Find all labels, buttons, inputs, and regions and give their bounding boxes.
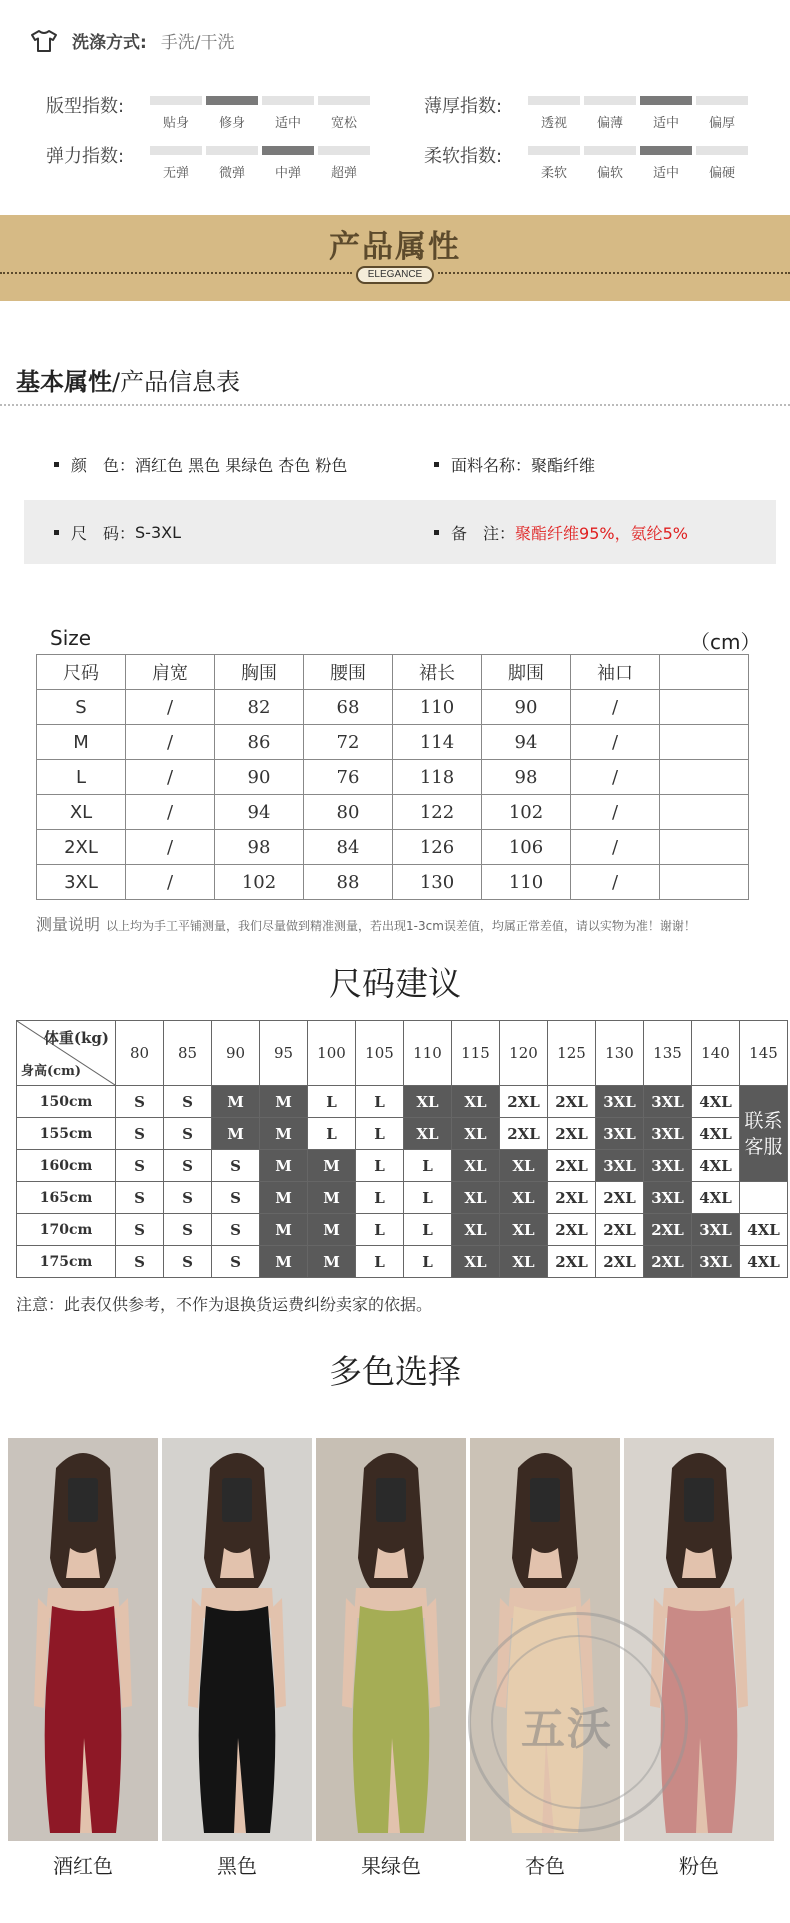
index-option xyxy=(528,90,580,131)
index-option xyxy=(640,140,692,181)
index-option xyxy=(150,140,202,181)
color-caption: 黑色 xyxy=(217,1854,257,1878)
size-cell: 4XL xyxy=(740,1246,788,1278)
size-cell: 3XL xyxy=(692,1214,740,1246)
table-cell: 2XL xyxy=(37,830,126,865)
caution-note: 注意：此表仅供参考，不作为退换货运费纠纷卖家的依据。 xyxy=(16,1295,433,1314)
banner-divider-right xyxy=(438,272,790,274)
size-cell: XL xyxy=(500,1246,548,1278)
column-header: 裙长 xyxy=(393,655,482,690)
measurement-note: 测量说明 以上均为手工平铺测量，我们尽量做到精准测量，若出现1-3cm误差值，均属正常差值，请以实物为准！谢谢！ xyxy=(36,915,696,934)
index-option-label: 偏薄 xyxy=(596,116,623,131)
size-cell: 3XL xyxy=(692,1246,740,1278)
index-option xyxy=(150,90,202,131)
index-option-label: 偏厚 xyxy=(708,116,735,131)
size-cell: 4XL xyxy=(692,1182,740,1214)
size-cell xyxy=(740,1182,788,1214)
table-row xyxy=(17,1182,788,1214)
size-cell: M xyxy=(308,1246,356,1278)
size-cell: 2XL xyxy=(500,1086,548,1118)
size-cell: L xyxy=(308,1086,356,1118)
size-table-title: Size xyxy=(50,626,92,650)
size-cell: M xyxy=(212,1086,260,1118)
index-bar xyxy=(640,96,692,105)
index-option-label: 柔软 xyxy=(540,166,567,181)
size-cell: XL xyxy=(500,1150,548,1182)
column-header: 肩宽 xyxy=(126,655,215,690)
table-cell: 94 xyxy=(215,795,304,830)
table-cell xyxy=(660,830,749,865)
table-cell: S xyxy=(37,690,126,725)
index-option xyxy=(696,140,748,181)
index-option xyxy=(262,140,314,181)
size-cell: S xyxy=(116,1214,164,1246)
column-header: 袖口 xyxy=(571,655,660,690)
weight-header: 140 xyxy=(692,1021,740,1086)
table-cell xyxy=(660,725,749,760)
corner-cell: 体重(kg) 身高(cm) xyxy=(17,1021,116,1086)
attribute-row xyxy=(24,500,776,564)
size-cell: S xyxy=(116,1182,164,1214)
size-cell: M xyxy=(260,1150,308,1182)
index-option xyxy=(318,140,370,181)
bullet-icon xyxy=(434,462,439,467)
table-cell: 94 xyxy=(482,725,571,760)
height-label: 150cm xyxy=(17,1086,116,1118)
color-caption: 粉色 xyxy=(679,1854,719,1878)
table-cell: / xyxy=(571,830,660,865)
index-bar xyxy=(206,146,258,155)
color-caption: 酒红色 xyxy=(53,1854,113,1878)
size-cell: L xyxy=(404,1150,452,1182)
remark-attribute: 备 注： 聚酯纤维95%，氨纶5% xyxy=(434,500,688,564)
table-cell: / xyxy=(126,865,215,900)
column-header: 尺码 xyxy=(37,655,126,690)
index-label: 薄厚指数: xyxy=(424,96,503,117)
size-cell: 2XL xyxy=(548,1118,596,1150)
table-cell: XL xyxy=(37,795,126,830)
size-cell: 2XL xyxy=(596,1182,644,1214)
index-bar xyxy=(584,146,636,155)
index-bar xyxy=(262,146,314,155)
elasticity-index xyxy=(46,140,370,181)
size-cell: XL xyxy=(452,1182,500,1214)
table-cell: / xyxy=(571,795,660,830)
table-cell: 68 xyxy=(304,690,393,725)
table-cell: 106 xyxy=(482,830,571,865)
index-label: 版型指数: xyxy=(46,96,125,117)
weight-header: 145 xyxy=(740,1021,788,1086)
heading-divider xyxy=(0,404,790,406)
size-cell: S xyxy=(164,1182,212,1214)
table-row xyxy=(37,690,749,725)
index-bar xyxy=(150,96,202,105)
index-option-label: 偏软 xyxy=(596,166,623,181)
column-header xyxy=(660,655,749,690)
size-cell: 2XL xyxy=(596,1214,644,1246)
index-bar xyxy=(318,146,370,155)
size-attribute: 尺 码： S-3XL xyxy=(54,500,181,564)
size-cell: S xyxy=(164,1150,212,1182)
size-cell: S xyxy=(212,1246,260,1278)
weight-header: 130 xyxy=(596,1021,644,1086)
softness-index xyxy=(424,140,748,181)
weight-header: 125 xyxy=(548,1021,596,1086)
index-option-label: 贴身 xyxy=(162,116,189,131)
color-caption: 果绿色 xyxy=(361,1854,421,1878)
recommendation-header xyxy=(17,1021,788,1086)
size-cell: 3XL xyxy=(644,1182,692,1214)
wash-value: 手洗/干洗 xyxy=(160,33,235,53)
index-option-label: 适中 xyxy=(274,116,301,131)
size-cell: M xyxy=(308,1150,356,1182)
size-cell: L xyxy=(356,1150,404,1182)
fabric-attribute: 面料名称： 聚酯纤维 xyxy=(434,432,595,496)
table-cell: 110 xyxy=(482,865,571,900)
size-cell: XL xyxy=(500,1182,548,1214)
table-cell: 82 xyxy=(215,690,304,725)
column-header: 脚围 xyxy=(482,655,571,690)
index-option xyxy=(528,140,580,181)
index-option-label: 无弹 xyxy=(162,166,189,181)
size-cell: 4XL xyxy=(692,1150,740,1182)
fit-index xyxy=(46,90,370,131)
table-cell: 88 xyxy=(304,865,393,900)
table-cell: 130 xyxy=(393,865,482,900)
color-options-title: 多色选择 xyxy=(329,1352,461,1391)
size-cell: M xyxy=(260,1214,308,1246)
table-cell xyxy=(660,865,749,900)
table-cell: / xyxy=(571,690,660,725)
index-bar xyxy=(528,96,580,105)
contact-service-cell: 联系客服 xyxy=(740,1086,788,1182)
index-option-label: 透视 xyxy=(540,116,567,131)
size-cell: 2XL xyxy=(548,1214,596,1246)
table-cell xyxy=(660,760,749,795)
color-attribute: 颜 色： 酒红色 黑色 果绿色 杏色 粉色 xyxy=(54,432,347,496)
table-cell: 84 xyxy=(304,830,393,865)
height-label: 170cm xyxy=(17,1214,116,1246)
size-cell: L xyxy=(356,1086,404,1118)
weight-header: 120 xyxy=(500,1021,548,1086)
table-cell: 80 xyxy=(304,795,393,830)
bullet-icon xyxy=(54,530,59,535)
size-cell: S xyxy=(212,1214,260,1246)
table-row xyxy=(17,1086,788,1118)
size-cell: S xyxy=(164,1086,212,1118)
table-cell: / xyxy=(126,690,215,725)
index-option-label: 中弹 xyxy=(274,166,301,181)
bullet-icon xyxy=(434,530,439,535)
size-table-unit: （cm） xyxy=(690,630,761,654)
size-cell: 2XL xyxy=(548,1246,596,1278)
table-row xyxy=(17,1150,788,1182)
size-cell: 4XL xyxy=(692,1086,740,1118)
table-cell: / xyxy=(126,760,215,795)
table-cell: 76 xyxy=(304,760,393,795)
table-cell: 86 xyxy=(215,725,304,760)
table-cell: 126 xyxy=(393,830,482,865)
table-cell xyxy=(660,795,749,830)
index-option xyxy=(584,140,636,181)
size-cell: 2XL xyxy=(500,1118,548,1150)
index-option xyxy=(318,90,370,131)
index-option-label: 适中 xyxy=(652,166,679,181)
size-cell: XL xyxy=(452,1246,500,1278)
size-cell: XL xyxy=(404,1086,452,1118)
index-label: 弹力指数: xyxy=(46,146,125,167)
index-option-label: 修身 xyxy=(218,116,245,131)
table-cell: 72 xyxy=(304,725,393,760)
table-row xyxy=(37,865,749,900)
index-option-label: 微弹 xyxy=(218,166,245,181)
index-option xyxy=(640,90,692,131)
color-photo xyxy=(316,1438,466,1841)
size-cell: 2XL xyxy=(548,1150,596,1182)
table-cell: 98 xyxy=(482,760,571,795)
index-option-label: 宽松 xyxy=(330,116,357,131)
size-cell: 3XL xyxy=(596,1150,644,1182)
size-cell: M xyxy=(308,1182,356,1214)
weight-header: 85 xyxy=(164,1021,212,1086)
table-cell: 90 xyxy=(215,760,304,795)
table-cell: 3XL xyxy=(37,865,126,900)
table-row xyxy=(37,795,749,830)
size-cell: L xyxy=(308,1118,356,1150)
table-cell: 98 xyxy=(215,830,304,865)
index-bar xyxy=(206,96,258,105)
size-cell: S xyxy=(116,1118,164,1150)
thickness-index xyxy=(424,90,748,131)
color-photo xyxy=(162,1438,312,1841)
index-bar xyxy=(262,96,314,105)
color-photo xyxy=(8,1438,158,1841)
attribute-row xyxy=(24,432,776,496)
size-cell: L xyxy=(404,1182,452,1214)
product-attributes-banner xyxy=(0,215,790,301)
table-row xyxy=(17,1214,788,1246)
tshirt-icon xyxy=(30,29,58,53)
weight-header: 95 xyxy=(260,1021,308,1086)
table-row xyxy=(37,830,749,865)
size-cell: M xyxy=(260,1182,308,1214)
size-table xyxy=(36,654,749,900)
basic-attributes-heading: 基本属性/产品信息表 xyxy=(16,368,241,396)
table-cell: 102 xyxy=(482,795,571,830)
size-cell: 2XL xyxy=(644,1246,692,1278)
index-option-label: 偏硬 xyxy=(708,166,735,181)
weight-header: 105 xyxy=(356,1021,404,1086)
size-cell: 3XL xyxy=(644,1150,692,1182)
table-cell: / xyxy=(571,760,660,795)
watermark-seal: 五沃 xyxy=(468,1612,688,1832)
size-table-header xyxy=(37,655,749,690)
height-label: 165cm xyxy=(17,1182,116,1214)
size-cell: L xyxy=(404,1214,452,1246)
index-bar xyxy=(696,96,748,105)
color-caption: 杏色 xyxy=(525,1854,565,1878)
table-cell: 118 xyxy=(393,760,482,795)
index-option xyxy=(584,90,636,131)
table-row xyxy=(37,725,749,760)
size-recommendation-title: 尺码建议 xyxy=(329,964,461,1003)
index-bar xyxy=(150,146,202,155)
index-option xyxy=(206,140,258,181)
table-cell xyxy=(660,690,749,725)
table-cell: L xyxy=(37,760,126,795)
index-option xyxy=(206,90,258,131)
size-cell: M xyxy=(260,1246,308,1278)
index-option xyxy=(262,90,314,131)
table-cell: 90 xyxy=(482,690,571,725)
bullet-icon xyxy=(54,462,59,467)
index-option xyxy=(696,90,748,131)
size-cell: 3XL xyxy=(644,1118,692,1150)
size-cell: S xyxy=(164,1118,212,1150)
table-cell: 102 xyxy=(215,865,304,900)
table-row xyxy=(17,1118,788,1150)
size-cell: 4XL xyxy=(740,1214,788,1246)
index-bar xyxy=(528,146,580,155)
size-cell: 2XL xyxy=(644,1214,692,1246)
table-cell: / xyxy=(126,830,215,865)
table-row xyxy=(37,760,749,795)
table-cell: / xyxy=(126,795,215,830)
weight-header: 100 xyxy=(308,1021,356,1086)
banner-title: 产品属性 xyxy=(329,229,461,265)
size-cell: L xyxy=(356,1214,404,1246)
index-bar xyxy=(584,96,636,105)
size-cell: L xyxy=(356,1118,404,1150)
size-cell: S xyxy=(164,1214,212,1246)
size-cell: L xyxy=(356,1246,404,1278)
table-cell: 114 xyxy=(393,725,482,760)
index-bar xyxy=(640,146,692,155)
weight-header: 90 xyxy=(212,1021,260,1086)
size-cell: XL xyxy=(452,1118,500,1150)
size-cell: S xyxy=(116,1150,164,1182)
size-cell: 4XL xyxy=(692,1118,740,1150)
size-cell: 3XL xyxy=(596,1118,644,1150)
height-label: 155cm xyxy=(17,1118,116,1150)
banner-badge: ELEGANCE xyxy=(356,266,434,284)
size-cell: 3XL xyxy=(596,1086,644,1118)
size-cell: M xyxy=(212,1118,260,1150)
weight-header: 80 xyxy=(116,1021,164,1086)
size-recommendation-table xyxy=(16,1020,788,1278)
index-option-label: 超弹 xyxy=(330,166,357,181)
index-option-label: 适中 xyxy=(652,116,679,131)
column-header: 腰围 xyxy=(304,655,393,690)
table-row xyxy=(17,1246,788,1278)
size-cell: S xyxy=(116,1086,164,1118)
size-cell: M xyxy=(260,1118,308,1150)
size-cell: XL xyxy=(452,1150,500,1182)
size-cell: 2XL xyxy=(548,1086,596,1118)
height-label: 160cm xyxy=(17,1150,116,1182)
banner-divider-left xyxy=(0,272,352,274)
height-label: 175cm xyxy=(17,1246,116,1278)
size-cell: 2XL xyxy=(548,1182,596,1214)
wash-method xyxy=(30,28,235,53)
size-cell: M xyxy=(308,1214,356,1246)
weight-header: 135 xyxy=(644,1021,692,1086)
table-cell: / xyxy=(571,725,660,760)
index-bar xyxy=(696,146,748,155)
size-cell: S xyxy=(116,1246,164,1278)
index-label: 柔软指数: xyxy=(424,146,503,167)
size-cell: XL xyxy=(404,1118,452,1150)
wash-label: 洗涤方式: xyxy=(72,33,147,53)
table-cell: / xyxy=(126,725,215,760)
column-header: 胸围 xyxy=(215,655,304,690)
table-cell: / xyxy=(571,865,660,900)
table-cell: 110 xyxy=(393,690,482,725)
table-cell: M xyxy=(37,725,126,760)
size-cell: L xyxy=(404,1246,452,1278)
table-cell: 122 xyxy=(393,795,482,830)
size-cell: L xyxy=(356,1182,404,1214)
size-cell: S xyxy=(212,1150,260,1182)
size-cell: 3XL xyxy=(644,1086,692,1118)
weight-header: 110 xyxy=(404,1021,452,1086)
size-cell: M xyxy=(260,1086,308,1118)
size-cell: 2XL xyxy=(596,1246,644,1278)
size-cell: XL xyxy=(452,1086,500,1118)
size-cell: S xyxy=(212,1182,260,1214)
size-cell: XL xyxy=(452,1214,500,1246)
index-bar xyxy=(318,96,370,105)
size-cell: S xyxy=(164,1246,212,1278)
weight-header: 115 xyxy=(452,1021,500,1086)
size-cell: XL xyxy=(500,1214,548,1246)
